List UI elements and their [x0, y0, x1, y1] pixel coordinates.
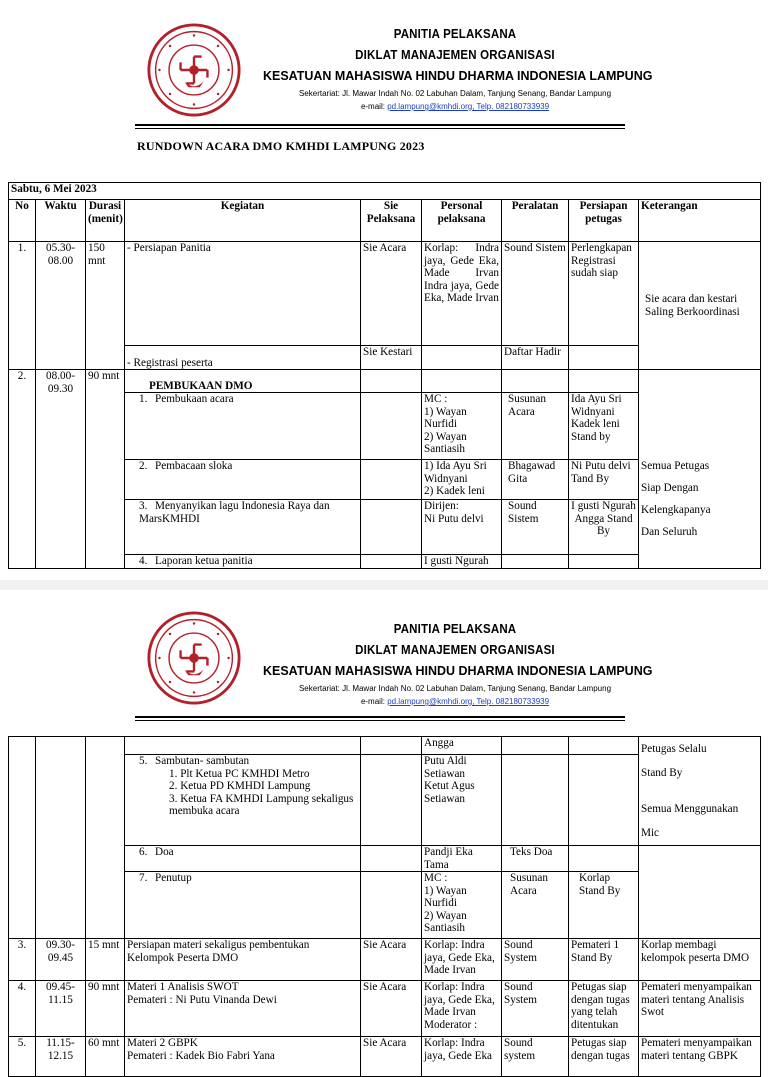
row-personal: Korlap: Indra jaya, Gede Eka	[422, 1037, 502, 1077]
col-persiapan: Persiapan petugas	[569, 200, 639, 242]
row-peralatan: Sound System	[502, 939, 569, 981]
row-no: 1.	[9, 242, 36, 370]
row-sie	[361, 460, 422, 500]
row-sie: Sie Kestari	[361, 346, 422, 370]
row-waktu: 09.45-11.15	[36, 981, 86, 1037]
item-personal: MC : 1) Wayan Nurfidi 2) Wayan Santiasih	[422, 872, 502, 939]
table-row	[9, 737, 761, 755]
item-persiapan	[569, 555, 639, 569]
item-num: 4.	[139, 555, 148, 567]
row-persiapan: Petugas siap dengan tugas yang telah ditentukan	[569, 981, 639, 1037]
item-peralatan: Sound Sistem	[502, 500, 569, 555]
keterangan-line: Petugas Selalu	[641, 743, 707, 755]
col-personal: Personal pelaksana	[422, 200, 502, 242]
document-title: RUNDOWN ACARA DMO KMHDI LAMPUNG 2023	[137, 139, 425, 153]
row-kegiatan: - Persiapan Panitia	[125, 242, 361, 346]
item-persiapan: I gusti Ngurah Angga Stand By	[569, 500, 639, 555]
row-keterangan	[639, 846, 761, 939]
row-peralatan: Sound Sistem	[502, 242, 569, 346]
item-num: 5.	[139, 755, 148, 768]
row-keterangan: Pemateri menyampaikan materi tentang GBPK	[639, 1037, 761, 1077]
item-kegiatan	[125, 555, 361, 569]
row-waktu: 05.30-08.00	[36, 242, 86, 370]
keterangan-line: Kelengkapanya	[641, 504, 711, 516]
item-peralatan: Teks Doa	[502, 846, 569, 872]
table-row	[9, 939, 761, 981]
org-event-title: DIKLAT MANAJEMEN ORGANISASI	[355, 48, 555, 62]
item-text: Sambutan- sambutan	[155, 755, 250, 768]
section-title: PEMBUKAAN DMO	[125, 370, 361, 393]
row-kegiatan: Materi 1 Analisis SWOT Pemateri : Ni Putu Vinanda Dewi	[125, 981, 361, 1037]
org-event-title: DIKLAT MANAJEMEN ORGANISASI	[355, 643, 555, 657]
item-kegiatan	[125, 737, 361, 755]
item-persiapan	[569, 755, 639, 846]
item-kegiatan	[125, 460, 361, 500]
row-keterangan: Korlap membagi kelompok peserta DMO	[639, 939, 761, 981]
keterangan-line: Dan Seluruh	[641, 526, 698, 538]
col-peralatan: Peralatan	[502, 200, 569, 242]
row-sie: Sie Acara	[361, 242, 422, 346]
letterhead-page2	[0, 600, 768, 720]
row-keterangan	[639, 370, 761, 569]
row-peralatan: Sound system	[502, 1037, 569, 1077]
row-no	[9, 737, 36, 939]
row-sie	[361, 500, 422, 555]
org-name: KESATUAN MAHASISWA HINDU DHARMA INDONESIA LAMPUNG	[263, 68, 653, 83]
rundown-table-page2	[8, 736, 761, 1077]
row-persiapan: Pemateri 1 Stand By	[569, 939, 639, 981]
row-peralatan: Sound System	[502, 981, 569, 1037]
item-num: 2.	[139, 460, 148, 472]
item-text: Penutup	[155, 872, 192, 884]
col-sie: Sie Pelaksana	[361, 200, 422, 242]
email-label: e-mail:	[360, 102, 385, 111]
sub-item: 3. Ketua FA KMHDI Lampung sekaligus membuka acara	[169, 792, 354, 818]
row-no: 5.	[9, 1037, 36, 1077]
item-num: 1.	[139, 393, 148, 405]
row-kegiatan: - Registrasi peserta	[125, 346, 361, 370]
col-keterangan: Keterangan	[639, 200, 761, 242]
org-contact	[255, 696, 655, 708]
keterangan-line: Semua Menggunakan Mic	[641, 803, 739, 839]
item-personal: 1) Ida Ayu Sri Widnyani 2) Kadek leni	[422, 460, 502, 500]
row-waktu: 11.15-12.15	[36, 1037, 86, 1077]
row-no: 3.	[9, 939, 36, 981]
org-committee-title: PANITIA PELAKSANA	[393, 622, 517, 636]
header-divider-thin	[135, 128, 625, 129]
row-no: 2.	[9, 370, 36, 569]
item-kegiatan	[125, 500, 361, 555]
col-no: No	[9, 200, 36, 242]
row-keterangan: Sie acara dan kestari Saling Berkoordinasi	[639, 242, 761, 370]
item-peralatan	[502, 755, 569, 846]
item-persiapan: Ni Putu delvi Tand By	[569, 460, 639, 500]
item-peralatan: Susunan Acara	[502, 393, 569, 460]
row-waktu	[36, 737, 86, 939]
row-sie	[361, 755, 422, 846]
item-text: Menyanyikan lagu Indonesia Raya dan MarsKMHDI	[139, 500, 330, 525]
row-waktu: 08.00-09.30	[36, 370, 86, 569]
row-durasi: 150 mnt	[86, 242, 125, 370]
row-sie	[361, 737, 422, 755]
item-kegiatan	[125, 393, 361, 460]
item-text: Laporan ketua panitia	[155, 555, 253, 567]
row-persiapan	[569, 370, 639, 393]
item-num: 6.	[139, 846, 148, 858]
row-sie	[361, 846, 422, 872]
item-peralatan	[502, 737, 569, 755]
header-divider-thin	[135, 720, 625, 721]
sub-item: 1. Plt Ketua PC KMHDI Metro	[169, 767, 310, 780]
row-waktu: 09.30-09.45	[36, 939, 86, 981]
row-kegiatan: Materi 2 GBPK Pemateri : Kadek Bio Fabri Yana	[125, 1037, 361, 1077]
row-persiapan: Perlengkapan Registrasi sudah siap	[569, 242, 639, 346]
org-committee-title: PANITIA PELAKSANA	[393, 27, 517, 41]
day-label: Sabtu, 6 Mei 2023	[9, 183, 761, 200]
row-personal: Korlap: Indra jaya, Gede Eka, Made Irvan Moderator :	[422, 981, 502, 1037]
row-durasi: 90 mnt	[86, 370, 125, 569]
row-personal	[422, 370, 502, 393]
row-persiapan: Petugas siap dengan tugas	[569, 1037, 639, 1077]
item-text: Pembacaan sloka	[155, 460, 233, 472]
item-persiapan: Ida Ayu Sri Widnyani Kadek leni Stand by	[569, 393, 639, 460]
item-personal: Dirijen: Ni Putu delvi	[422, 500, 502, 555]
col-durasi: Durasi (menit)	[86, 200, 125, 242]
item-persiapan	[569, 737, 639, 755]
row-personal: Korlap: Indra jaya, Gede Eka, Made Irvan	[422, 939, 502, 981]
table-row	[9, 981, 761, 1037]
email-link[interactable]: pd.lampung@kmhdi.org, Telp. 082180733939	[387, 697, 550, 706]
table-row	[9, 1037, 761, 1077]
item-personal: I gusti Ngurah	[422, 555, 502, 569]
item-peralatan	[502, 555, 569, 569]
row-durasi: 60 mnt	[86, 1037, 125, 1077]
row-keterangan	[639, 737, 761, 846]
col-kegiatan: Kegiatan	[125, 200, 361, 242]
header-divider	[135, 124, 625, 126]
org-address: Sekertariat: Jl. Mawar Indah No. 02 Labuhan Dalam, Tanjung Senang, Bandar Lampung	[298, 89, 612, 98]
row-sie	[361, 555, 422, 569]
keterangan-line: Semua Petugas	[641, 460, 710, 472]
table-row	[9, 242, 761, 346]
row-persiapan	[569, 346, 639, 370]
row-personal	[422, 346, 502, 370]
table-row	[9, 370, 761, 393]
header-divider	[135, 716, 625, 718]
org-address: Sekertariat: Jl. Mawar Indah No. 02 Labuhan Dalam, Tanjung Senang, Bandar Lampung	[298, 684, 612, 693]
row-durasi	[86, 737, 125, 939]
letterhead-page1	[0, 0, 768, 120]
row-sie: Sie Acara	[361, 1037, 422, 1077]
row-peralatan: Daftar Hadir	[502, 346, 569, 370]
row-sie	[361, 872, 422, 939]
row-sie: Sie Acara	[361, 981, 422, 1037]
item-num: 7.	[139, 872, 148, 884]
kmhdi-logo-icon	[146, 610, 242, 706]
item-personal: Pandji Eka Tama	[422, 846, 502, 872]
row-keterangan: Pemateri menyampaikan materi tentang Analisis Swot	[639, 981, 761, 1037]
item-num: 3.	[139, 500, 148, 512]
row-peralatan	[502, 370, 569, 393]
row-kegiatan: Persiapan materi sekaligus pembentukan Kelompok Peserta DMO	[125, 939, 361, 981]
row-sie	[361, 393, 422, 460]
row-durasi: 90 mnt	[86, 981, 125, 1037]
item-text: Pembukaan acara	[155, 393, 234, 405]
email-label: e-mail:	[360, 697, 385, 706]
keterangan-line: Siap Dengan	[641, 482, 699, 494]
row-sie	[361, 370, 422, 393]
kmhdi-logo-icon	[146, 22, 242, 118]
org-name: KESATUAN MAHASISWA HINDU DHARMA INDONESIA LAMPUNG	[263, 663, 653, 678]
col-waktu: Waktu	[36, 200, 86, 242]
item-kegiatan	[125, 755, 361, 846]
item-personal: Angga	[422, 737, 502, 755]
item-kegiatan	[125, 846, 361, 872]
item-peralatan: Susunan Acara	[502, 872, 569, 939]
row-sie: Sie Acara	[361, 939, 422, 981]
item-personal: Putu Aldi Setiawan Ketut Agus Setiawan	[422, 755, 502, 846]
email-link[interactable]: pd.lampung@kmhdi.org, Telp. 082180733939	[387, 102, 550, 111]
item-personal: MC : 1) Wayan Nurfidi 2) Wayan Santiasih	[422, 393, 502, 460]
row-personal: Korlap: Indra jaya, Gede Eka, Made Irvan Indra jaya, Gede Eka, Made Irvan	[422, 242, 502, 346]
keterangan-line: Stand By	[641, 767, 683, 779]
row-durasi: 15 mnt	[86, 939, 125, 981]
item-kegiatan	[125, 872, 361, 939]
item-persiapan	[569, 846, 639, 872]
item-persiapan: Korlap Stand By	[569, 872, 639, 939]
rundown-table-page1	[8, 182, 761, 569]
item-peralatan: Bhagawad Gita	[502, 460, 569, 500]
page-break	[0, 580, 768, 590]
org-contact	[255, 101, 655, 113]
item-text: Doa	[155, 846, 174, 858]
sub-item: 2. Ketua PD KMHDI Lampung	[169, 780, 311, 793]
row-no: 4.	[9, 981, 36, 1037]
